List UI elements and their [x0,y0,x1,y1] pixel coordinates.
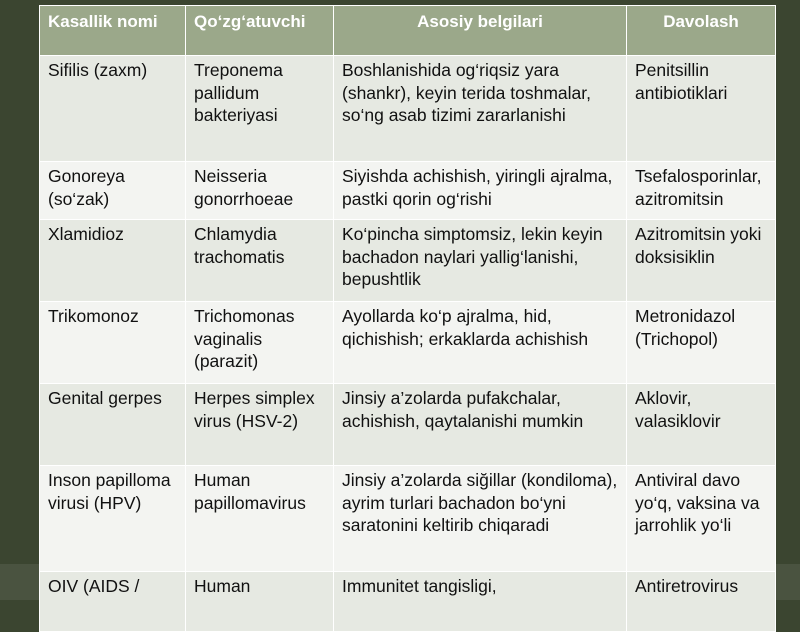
cell-disease: Gonoreya (so‘zak) [40,162,186,220]
cell-treatment: Aklovir, valasiklovir [627,384,776,466]
header-main-symptoms: Asosiy belgilari [334,6,627,56]
cell-symptoms: Jinsiy a’zolarda pufakchalar, achishish, qaytalanishi mumkin [334,384,627,466]
cell-disease: OIV (AIDS / [40,572,186,632]
cell-pathogen: Treponema pallidum bakteriyasi [186,56,334,162]
sti-table [39,5,776,632]
cell-treatment: Azitromitsin yoki doksisiklin [627,220,776,302]
cell-symptoms: Jinsiy a’zolarda siğillar (kondiloma), ayrim turlari bachadon bo‘yni saratonini keltirib chiqaradi [334,466,627,572]
header-disease-name: Kasallik nomi [40,6,186,56]
cell-treatment: Penitsillin antibiotiklari [627,56,776,162]
cell-treatment: Antiviral davo yo‘q, vaksina va jarrohlik yo‘li [627,466,776,572]
cell-disease: Sifilis (zaxm) [40,56,186,162]
cell-symptoms: Ko‘pincha simptomsiz, lekin keyin bachadon naylari yallig‘lanishi, bepushtlik [334,220,627,302]
table-row [40,220,776,302]
cell-treatment: Metronidazol (Trichopol) [627,302,776,384]
cell-pathogen: Chlamydia trachomatis [186,220,334,302]
table-row [40,162,776,220]
cell-treatment: Tsefalosporinlar, azitromitsin [627,162,776,220]
table-row [40,572,776,632]
header-pathogen: Qo‘zg‘atuvchi [186,6,334,56]
cell-treatment: Antiretrovirus [627,572,776,632]
cell-pathogen: Human papillomavirus [186,466,334,572]
cell-symptoms: Siyishda achishish, yiringli ajralma, pastki qorin og‘rishi [334,162,627,220]
cell-pathogen: Trichomonas vaginalis (parazit) [186,302,334,384]
cell-disease: Trikomonoz [40,302,186,384]
cell-symptoms: Ayollarda ko‘p ajralma, hid, qichishish; erkaklarda achishish [334,302,627,384]
cell-pathogen: Human [186,572,334,632]
cell-disease: Inson papillomavirusi (HPV) [40,466,186,572]
table-row [40,56,776,162]
cell-disease: Genital gerpes [40,384,186,466]
cell-symptoms: Boshlanishida og‘riqsiz yara (shankr), keyin terida toshmalar, so‘ng asab tizimi zararlanishi [334,56,627,162]
table-row [40,466,776,572]
table-row [40,384,776,466]
cell-pathogen: Herpes simplex virus (HSV-2) [186,384,334,466]
table-header-row [40,6,776,56]
cell-symptoms: Immunitet tangisligi, [334,572,627,632]
table-row [40,302,776,384]
cell-disease: Xlamidioz [40,220,186,302]
cell-pathogen: Neisseria gonorrhoeae [186,162,334,220]
header-treatment: Davolash [627,6,776,56]
